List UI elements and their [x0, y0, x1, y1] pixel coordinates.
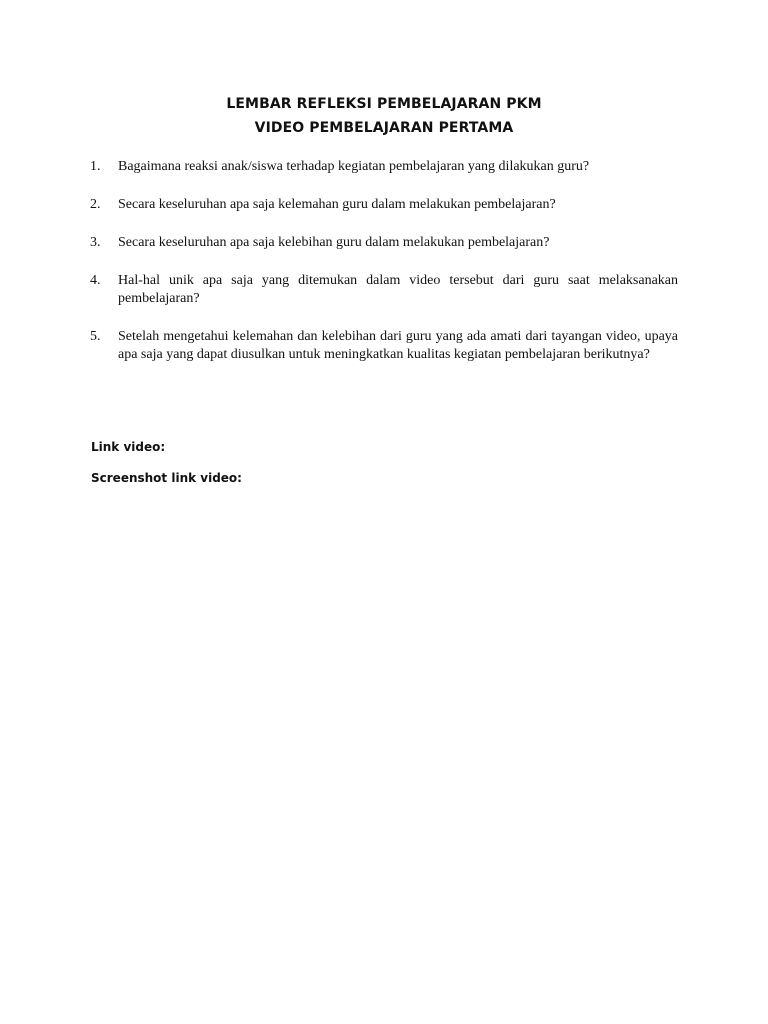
question-number: 3.	[90, 235, 101, 250]
question-text: Hal-hal unik apa saja yang ditemukan dalam video tersebut dari guru saat melaksanakan pembelajaran?	[118, 273, 678, 306]
question-item	[90, 158, 678, 176]
link-video-label: Link video:	[91, 440, 166, 454]
document-subtitle: VIDEO PEMBELAJARAN PERTAMA	[254, 120, 514, 136]
question-text: Bagaimana reaksi anak/siswa terhadap kegiatan pembelajaran yang dilakukan guru?	[118, 159, 590, 174]
question-item	[90, 234, 678, 252]
question-list	[90, 158, 678, 384]
question-number: 2.	[90, 197, 101, 212]
question-item	[90, 272, 678, 308]
question-item	[90, 328, 678, 364]
question-number: 1.	[90, 159, 101, 174]
question-item	[90, 196, 678, 214]
question-text: Secara keseluruhan apa saja kelemahan guru dalam melakukan pembelajaran?	[118, 197, 556, 212]
question-text: Setelah mengetahui kelemahan dan kelebihan dari guru yang ada amati dari tayangan video, upaya apa saja yang dapat diusulkan untuk meningkatkan kualitas kegiatan pembelajaran berikutnya?	[118, 329, 678, 362]
question-text: Secara keseluruhan apa saja kelebihan guru dalam melakukan pembelajaran?	[118, 235, 550, 250]
screenshot-link-video-label: Screenshot link video:	[91, 471, 242, 485]
question-number: 4.	[90, 273, 101, 288]
question-number: 5.	[90, 329, 101, 344]
document-title: LEMBAR REFLEKSI PEMBELAJARAN PKM	[226, 96, 542, 112]
